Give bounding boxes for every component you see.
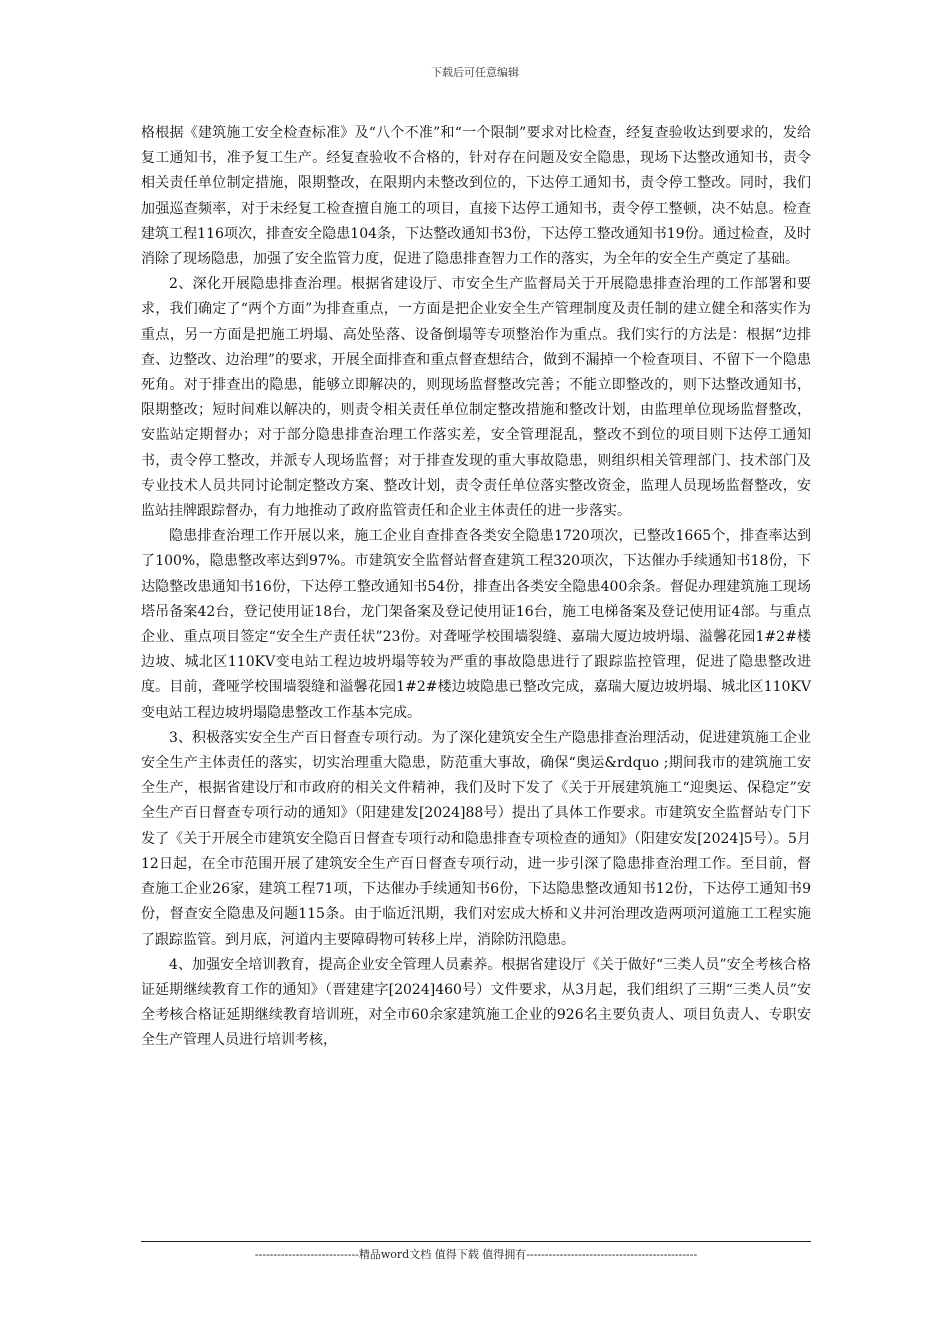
paragraph-hundred-day-inspection: 3、积极落实安全生产百日督查专项行动。为了深化建筑安全生产隐患排查治理活动，促进建筑施工企业安全生产主体责任的落实，切实治理重大隐患，防范重大事故，确保“奥运&rdquo ;期间我市的建筑施工安全生产，根据省建设厅和市政府的相关文件精神，我们及时下发了《关于开展建筑施工“迎奥运、保稳定”安全生产百日督查专项行动的通知》（阳建建发[2024]88号）提出了具体工作要求。市建筑安全监督站专门下发了《关于开展全市建筑安全隐百日督查专项行动和隐患排查专项检查的通知》（阳建安发[2024]5号）。5月12日起，在全市范围开展了建筑安全生产百日督查专项行动，进一步引深了隐患排查治理工作。至目前，督查施工企业26家，建筑工程71项，下达催办手续通知书6份，下达隐患整改通知书12份，下达停工通知书9份，督查安全隐患及问题115条。由于临近汛期，我们对宏成大桥和义井河治理改造两项河道施工工程实施了跟踪监管。到月底，河道内主要障碍物可转移上岸，消除防汛隐患。 bbox=[141, 729, 811, 948]
page-footer: ----------------------------精品word文档 值得下载 值得拥有---------------------------------------------- bbox=[254, 1248, 698, 1261]
paragraph-safety-training: 4、加强安全培训教育，提高企业安全管理人员素养。根据省建设厅《关于做好“三类人员”安全考核合格证延期继续教育工作的通知》（晋建建字[2024]460号）文件要求，从3月起，我们组织了三期“三类人员”安全考核合格证延期继续教育培训班，对全市60余家建筑施工企业的926名主要负责人、项目负责人、专职安全生产管理人员进行培训考核， bbox=[141, 956, 811, 1049]
page-header: 下载后可任意编辑 bbox=[431, 66, 519, 79]
paragraph-continuation: 格根据《建筑施工安全检查标准》及“八个不准”和“一个限制”要求对比检查，经复查验收达到要求的，发给复工通知书，准予复工生产。经复查验收不合格的，针对存在问题及安全隐患，现场下达整改通知书，责令相关责任单位制定措施，限期整改，在限期内未整改到位的，下达停工通知书，责令停工整改。同时，我们加强巡查频率，对于未经复工检查擅自施工的项目，直接下达停工通知书，责令停工整顿，决不姑息。检查建筑工程116项次，排查安全隐患104条，下达整改通知书3份，下达停工整改通知书19份。通过检查，及时消除了现场隐患，加强了安全监管力度，促进了隐患排查智力工作的落实，为全年的安全生产奠定了基础。 bbox=[141, 125, 811, 268]
document-body bbox=[141, 121, 811, 1054]
footer-divider bbox=[141, 1241, 811, 1242]
paragraph-hazard-statistics: 隐患排查治理工作开展以来，施工企业自查排查各类安全隐患1720项次，已整改1665个，排查率达到了100%，隐患整改率达到97%。市建筑安全监督站督查建筑工程320项次，下达催办手续通知书18份，下达隐整改患通知书16份，下达停工整改通知书54份，排查出各类安全隐患400余条。督促办理建筑施工现场塔吊备案42台，登记使用证18台，龙门架备案及登记使用证16台，施工电梯备案及登记使用证4部。与重点企业、重点项目签定“安全生产责任状”23份。对聋哑学校围墙裂缝、嘉瑞大厦边坡坍塌、溢馨花园1#2#楼边坡、城北区110KV变电站工程边坡坍塌等较为严重的事故隐患进行了跟踪监控管理，促进了隐患整改进度。目前，聋哑学校围墙裂缝和溢馨花园1#2#楼边坡隐患已整改完成，嘉瑞大厦边坡坍塌、城北区110KV变电站工程边坡坍塌隐患整改工作基本完成。 bbox=[141, 528, 811, 721]
paragraph-hazard-investigation: 2、深化开展隐患排查治理。根据省建设厅、市安全生产监督局关于开展隐患排查治理的工作部署和要求，我们确定了“两个方面”为排查重点，一方面是把企业安全生产管理制度及责任制的建立健全和落实作为重点，另一方面是把施工坍塌、高处坠落、设备倒塌等专项整治作为重点。我们实行的方法是：根据“边排查、边整改、边治理”的要求，开展全面排查和重点督查想结合，做到不漏掉一个检查项目、不留下一个隐患死角。对于排查出的隐患，能够立即解决的，则现场监督整改完善；不能立即整改的，则下达整改通知书，限期整改；短时间难以解决的，则责令相关责任单位制定整改措施和整改计划，由监理单位现场监督整改，安监站定期督办；对于部分隐患排查治理工作落实差，安全管理混乱，整改不到位的项目则下达停工通知书，责令停工整改，并派专人现场监督；对于排查发现的重大事故隐患，则组织相关管理部门、技术部门及专业技术人员共同讨论制定整改方案、整改计划，责令责任单位落实整改资金，监理人员现场监督整改，安监站挂牌跟踪督办，有力地推动了政府监管责任和企业主体责任的进一步落实。 bbox=[141, 276, 811, 520]
